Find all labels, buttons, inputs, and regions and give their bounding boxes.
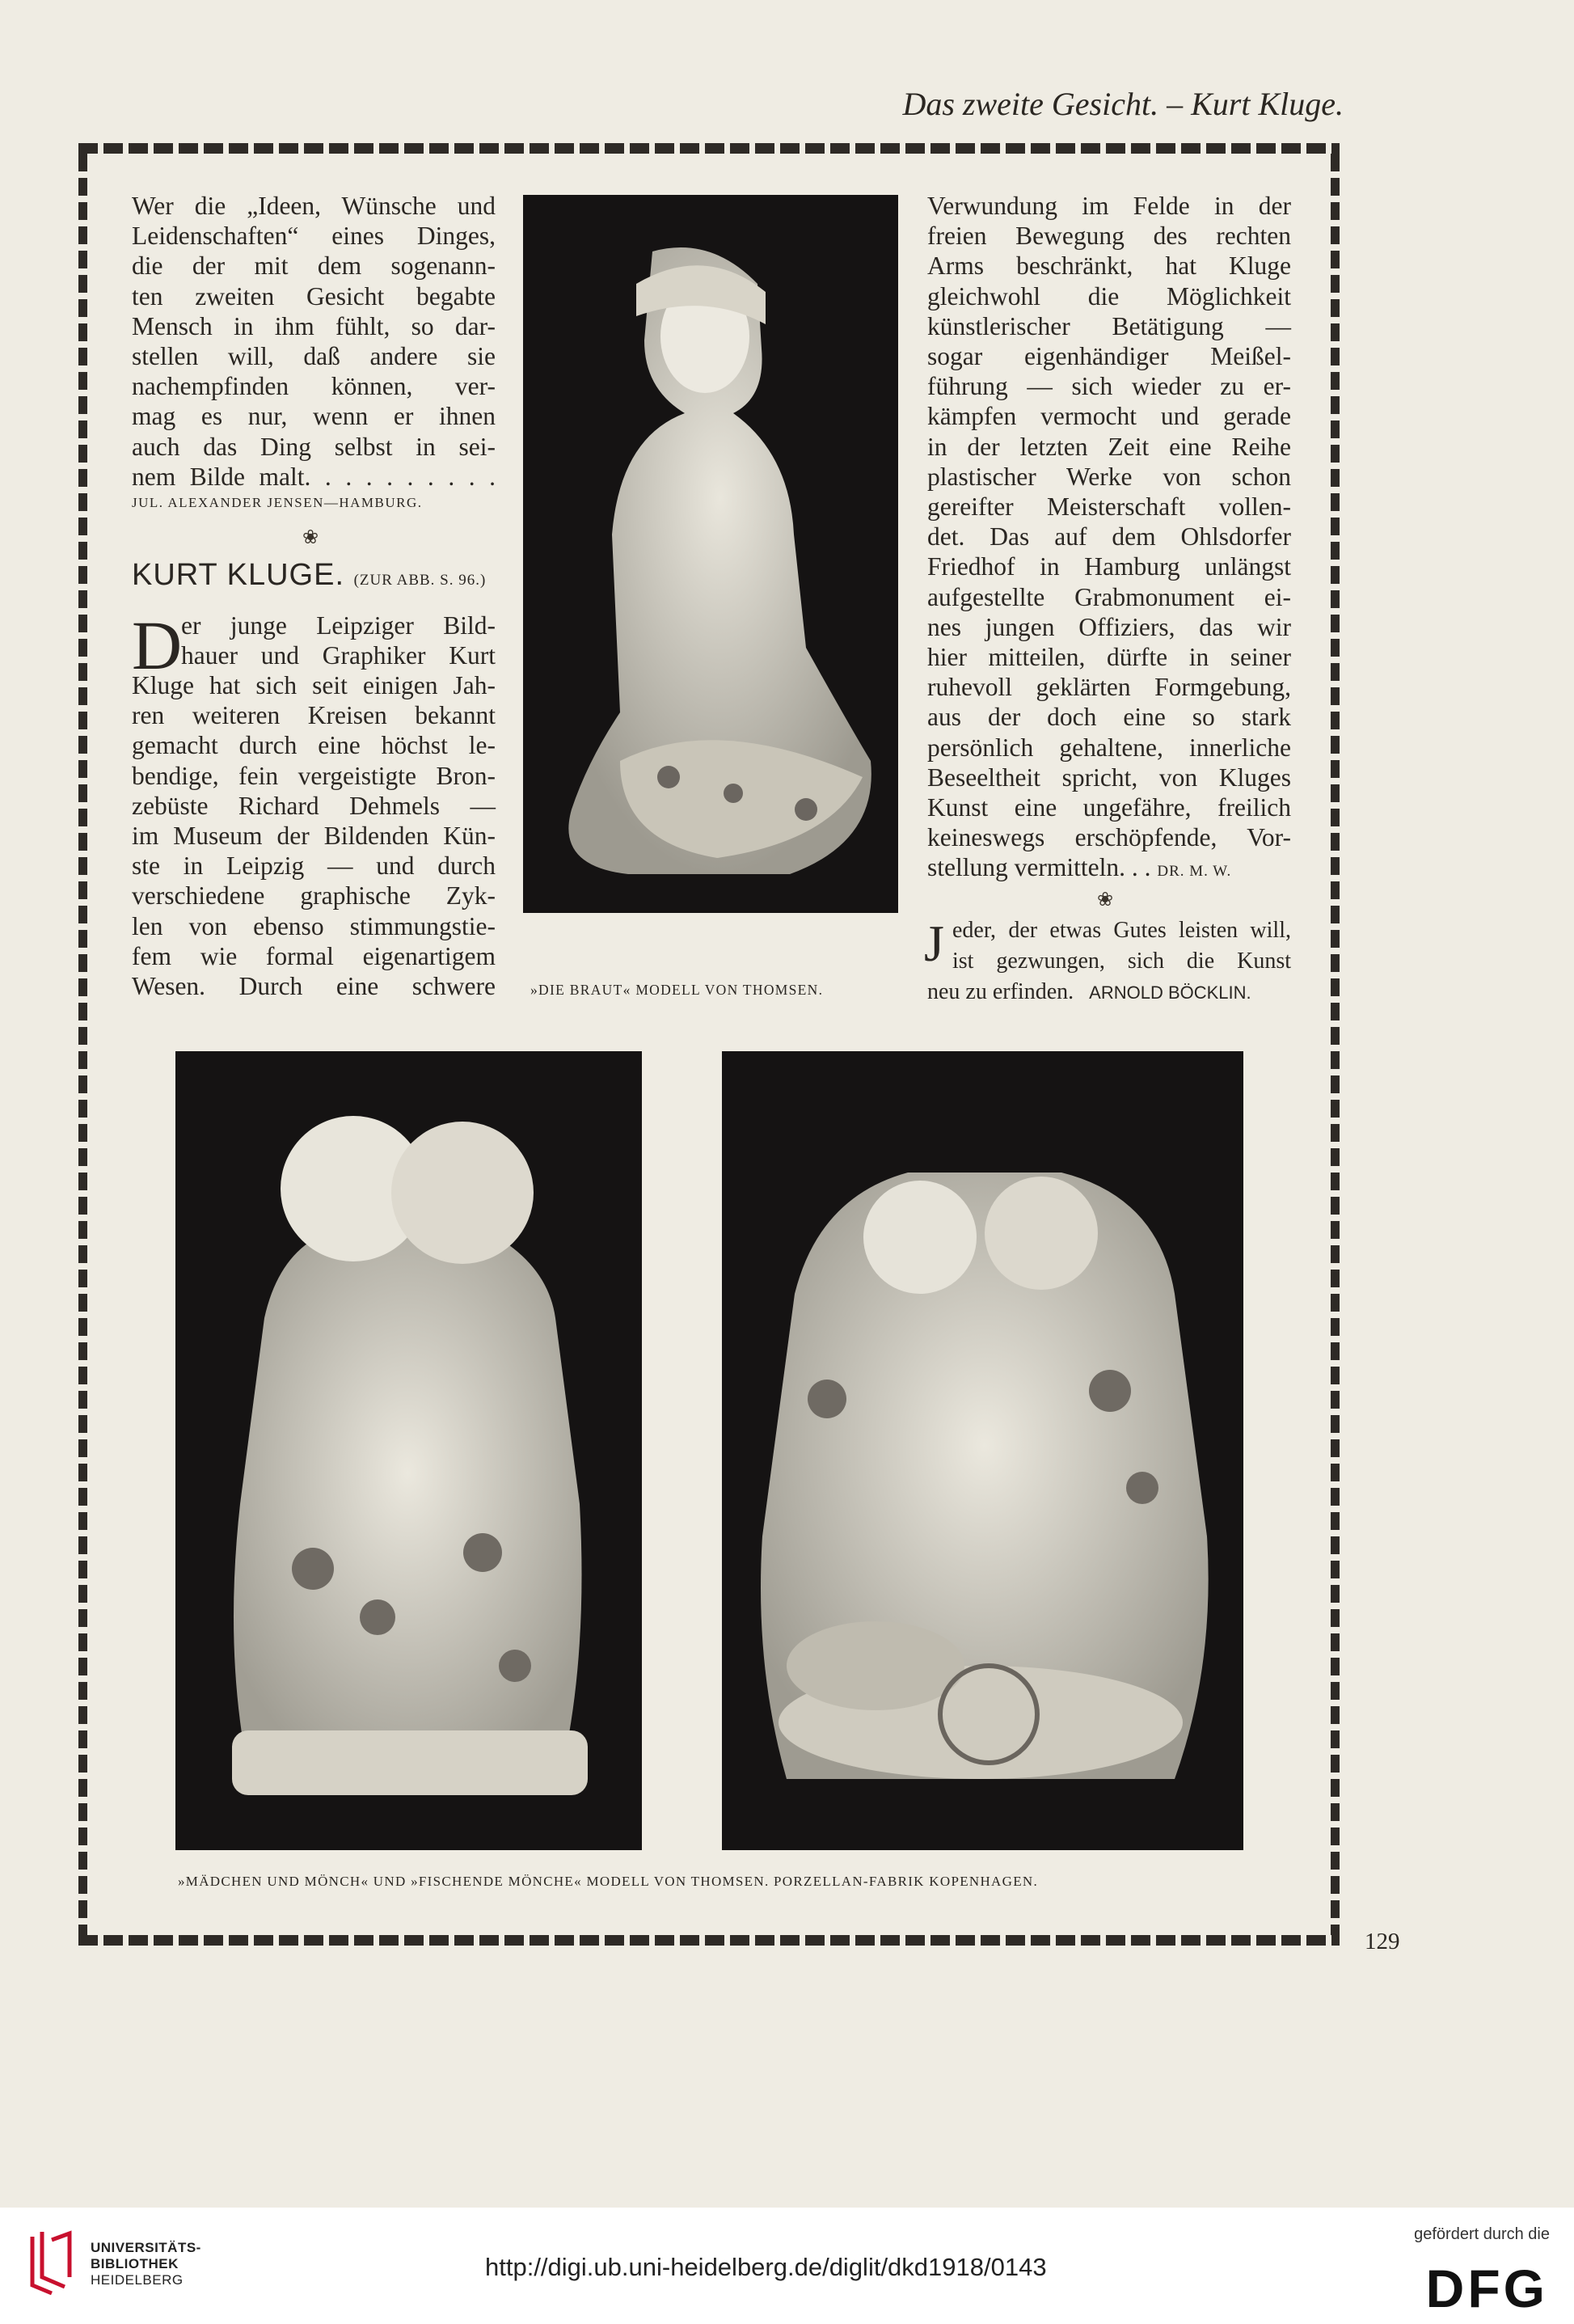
text-line: stellen will, daß andere sie xyxy=(132,342,496,371)
text-line xyxy=(927,852,1291,886)
frame-bottom-border xyxy=(78,1935,1340,1946)
indented-lines xyxy=(181,611,496,670)
text-line: die der mit dem sogenann- xyxy=(132,251,496,281)
text-line: führung — sich wieder zu er- xyxy=(927,372,1291,401)
ornament-icon: ❀ xyxy=(1097,888,1114,911)
text-line: nem Bilde malt. . . . . . . . . . xyxy=(132,462,496,491)
text-line: Friedhof in Hamburg unlängst xyxy=(927,552,1291,581)
running-head: Das zweite Gesicht. – Kurt Kluge. xyxy=(902,86,1344,122)
text-line: Kluge hat sich seit einigen Jah- xyxy=(132,671,496,699)
text-line: er junge Leipziger Bild- xyxy=(181,611,496,640)
girl-and-monk-photo xyxy=(175,1051,642,1850)
text-line: zebüste Richard Dehmels — xyxy=(132,791,496,820)
text-line: len von ebenso stimmungstie- xyxy=(132,911,496,940)
heading-title: KURT KLUGE. xyxy=(132,558,345,592)
quote-text: neu zu erfinden. xyxy=(927,979,1074,1004)
article-body-left xyxy=(132,670,496,1001)
quote-credit: ARNOLD BÖCKLIN. xyxy=(1089,982,1251,1003)
page-number: 129 xyxy=(1365,1929,1400,1954)
bride-figurine-image xyxy=(523,195,898,913)
text-line: persönlich gehaltene, innerliche xyxy=(927,733,1291,762)
quote-last-line xyxy=(927,977,1291,1008)
text-line: Kunst eine ungefähre, freilich xyxy=(927,793,1291,822)
quote-indented xyxy=(952,915,1291,977)
text-line: mag es nur, wenn er ihnen xyxy=(132,402,496,431)
text-line: eder, der etwas Gutes leisten will, xyxy=(952,918,1291,943)
frame-right-border xyxy=(1331,154,1340,1935)
text-line: fem wie formal eigenartigem xyxy=(132,941,496,970)
text-line: sogar eigenhändiger Meißel- xyxy=(927,342,1291,371)
text-line: gemacht durch eine höchst le- xyxy=(132,731,496,760)
text-line: ruhevoll geklärten Formgebung, xyxy=(927,673,1291,702)
article-body-right xyxy=(927,191,1291,887)
text-line: nachempfinden können, ver- xyxy=(132,372,496,401)
text-line: Mensch in ihm fühlt, so dar- xyxy=(132,311,496,340)
text-line: det. Das auf dem Ohlsdorfer xyxy=(927,522,1291,551)
author-initials: DR. M. W. xyxy=(1157,863,1232,881)
text-line: Arms beschränkt, hat Kluge xyxy=(927,251,1291,281)
article-heading xyxy=(132,558,486,593)
text-line: nes jungen Offiziers, das wir xyxy=(927,612,1291,641)
text-line: bendige, fein vergeistigte Bron- xyxy=(132,761,496,790)
closing-line: stellung vermitteln. . . xyxy=(927,853,1151,882)
text-line: plastischer Werke von schon xyxy=(927,462,1291,491)
frame-left-border xyxy=(78,154,87,1935)
text-line: ist gezwungen, sich die Kunst xyxy=(952,949,1291,974)
text-line: hauer und Graphiker Kurt xyxy=(181,641,496,670)
dfg-logo: DFG xyxy=(1425,2259,1548,2318)
text-line xyxy=(927,977,1291,1008)
text-line: kämpfen vermocht und gerade xyxy=(927,402,1291,431)
drop-cap: D xyxy=(132,606,183,684)
text-line: verschiedene graphische Zyk- xyxy=(132,881,496,911)
text-line: aus der doch eine so stark xyxy=(927,703,1291,732)
digitization-footer xyxy=(0,2208,1574,2324)
text-line: gereifter Meisterschaft vollen- xyxy=(927,492,1291,522)
text-line: ste in Leipzig — und durch xyxy=(132,851,496,881)
university-library-logo-icon xyxy=(18,2229,81,2298)
text-line: hier mitteilen, dürfte in seiner xyxy=(927,643,1291,672)
text-line: Wer die „Ideen, Wünsche und xyxy=(132,192,496,220)
library-name xyxy=(91,2240,201,2288)
bride-figurine-photo xyxy=(523,195,898,913)
text-line: aufgestellte Grabmonument ei- xyxy=(927,582,1291,611)
library-line: BIBLIOTHEK xyxy=(91,2256,179,2271)
epigraph-credit: JUL. ALEXANDER JENSEN—HAMBURG. xyxy=(132,495,423,510)
text-line: in der letzten Zeit eine Reihe xyxy=(927,432,1291,461)
bottom-caption: »MÄDCHEN UND MÖNCH« UND »FISCHENDE MÖNCHE« MODELL VON THOMSEN. PORZELLAN-FABRIK KOPENHAGEN. xyxy=(178,1874,1039,1889)
funding-label: gefördert durch die xyxy=(1414,2225,1550,2243)
girl-and-monk-image xyxy=(175,1051,642,1850)
bride-caption: »DIE BRAUT« MODELL VON THOMSEN. xyxy=(530,982,824,998)
text-line: freien Bewegung des rechten xyxy=(927,222,1291,251)
text-line: keineswegs erschöpfende, Vor- xyxy=(927,823,1291,852)
text-line: ten zweiten Gesicht begabte xyxy=(132,281,496,311)
frame-top-border xyxy=(78,143,1340,154)
heading-reference: (ZUR ABB. S. 96.) xyxy=(353,572,487,589)
ornament-icon: ❀ xyxy=(302,526,319,548)
text-line: Verwundung im Felde in der xyxy=(927,192,1291,220)
text-line: gleichwohl die Möglichkeit xyxy=(927,281,1291,311)
library-line: UNIVERSITÄTS- xyxy=(91,2240,201,2255)
text-line: Leidenschaften“ eines Dinges, xyxy=(132,222,496,251)
epigraph xyxy=(132,191,496,492)
fishing-monks-image xyxy=(722,1051,1243,1850)
fishing-monks-photo xyxy=(722,1051,1243,1850)
text-line: im Museum der Bildenden Kün- xyxy=(132,822,496,851)
library-line: HEIDELBERG xyxy=(91,2272,184,2288)
quote-drop-cap: J xyxy=(924,915,944,972)
text-line: auch das Ding selbst in sei- xyxy=(132,432,496,461)
text-line: Wesen. Durch eine schwere xyxy=(132,972,496,1001)
permalink-url[interactable]: http://digi.ub.uni-heidelberg.de/diglit/dkd1918/0143 xyxy=(485,2253,1047,2281)
text-line: ren weiteren Kreisen bekannt xyxy=(132,701,496,730)
text-line: künstlerischer Betätigung — xyxy=(927,311,1291,340)
text-line: Beseeltheit spricht, von Kluges xyxy=(927,763,1291,792)
